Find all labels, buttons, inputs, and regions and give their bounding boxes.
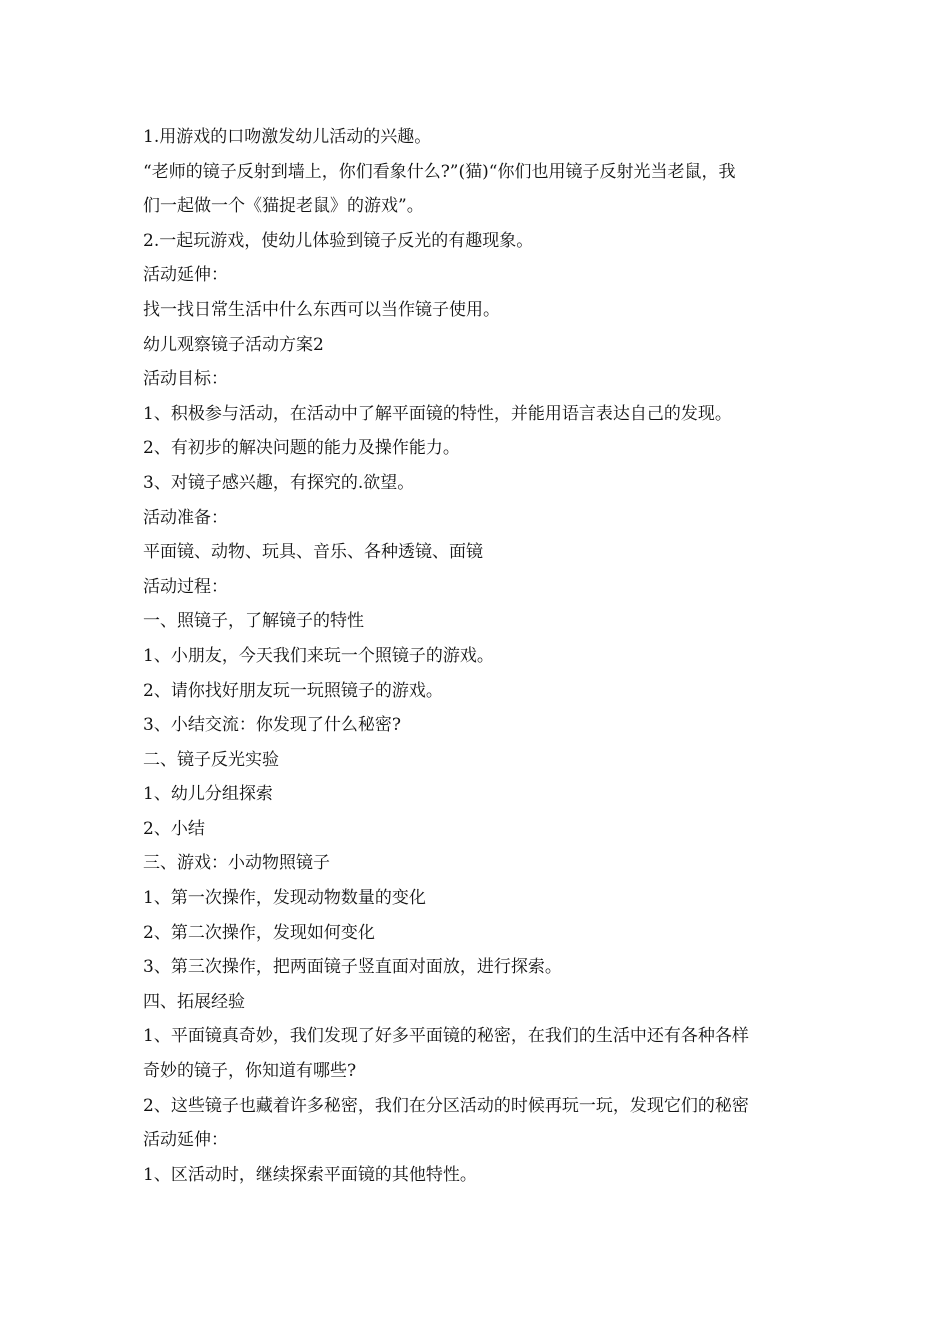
- list-item: 2、第二次操作，发现如何变化: [143, 922, 375, 943]
- list-item: 2、有初步的解决问题的能力及操作能力。: [143, 438, 460, 459]
- list-item: 1、平面镜真奇妙，我们发现了好多平面镜的秘密，在我们的生活中还有各种各样: [143, 1026, 749, 1047]
- list-item: 2、这些镜子也藏着许多秘密，我们在分区活动的时候再玩一玩，发现它们的秘密: [143, 1095, 749, 1116]
- section-heading: 活动准备：: [143, 507, 228, 528]
- subsection-heading: 一、照镜子，了解镜子的特性: [143, 611, 364, 632]
- section-heading: 活动过程：: [143, 576, 228, 597]
- subsection-heading: 四、拓展经验: [143, 991, 245, 1012]
- list-item: 3、对镜子感兴趣，有探究的.欲望。: [143, 472, 415, 493]
- text-line: 奇妙的镜子，你知道有哪些?: [143, 1061, 357, 1082]
- list-item: 1、区活动时，继续探索平面镜的其他特性。: [143, 1164, 477, 1185]
- document-title: 幼儿观察镜子活动方案2: [143, 334, 324, 355]
- text-line: 找一找日常生活中什么东西可以当作镜子使用。: [143, 299, 500, 320]
- list-item: 1、积极参与活动，在活动中了解平面镜的特性，并能用语言表达自己的发现。: [143, 403, 732, 424]
- text-line: 2.一起玩游戏，使幼儿体验到镜子反光的有趣现象。: [143, 230, 534, 251]
- section-heading: 活动目标：: [143, 369, 228, 390]
- text-line: “老师的镜子反射到墙上，你们看象什么?”(猫)“你们也用镜子反射光当老鼠，我: [143, 161, 736, 182]
- list-item: 1、第一次操作，发现动物数量的变化: [143, 888, 426, 909]
- text-line: 1.用游戏的口吻激发幼儿活动的兴趣。: [143, 127, 432, 147]
- section-heading: 活动延伸：: [143, 265, 228, 286]
- list-item: 2、小结: [143, 818, 205, 839]
- list-item: 3、小结交流：你发现了什么秘密?: [143, 715, 401, 736]
- list-item: 3、第三次操作，把两面镜子竖直面对面放，进行探索。: [143, 957, 562, 978]
- section-heading: 活动延伸：: [143, 1130, 228, 1151]
- text-line: 们一起做一个《猫捉老鼠》的游戏”。: [143, 196, 424, 217]
- document-body: [143, 120, 813, 1192]
- subsection-heading: 二、镜子反光实验: [143, 749, 279, 770]
- subsection-heading: 三、游戏：小动物照镜子: [143, 853, 330, 874]
- list-item: 1、幼儿分组探索: [143, 784, 273, 805]
- list-item: 1、小朋友，今天我们来玩一个照镜子的游戏。: [143, 645, 494, 666]
- list-item: 2、请你找好朋友玩一玩照镜子的游戏。: [143, 680, 443, 701]
- text-line: 平面镜、动物、玩具、音乐、各种透镜、面镜: [143, 542, 483, 563]
